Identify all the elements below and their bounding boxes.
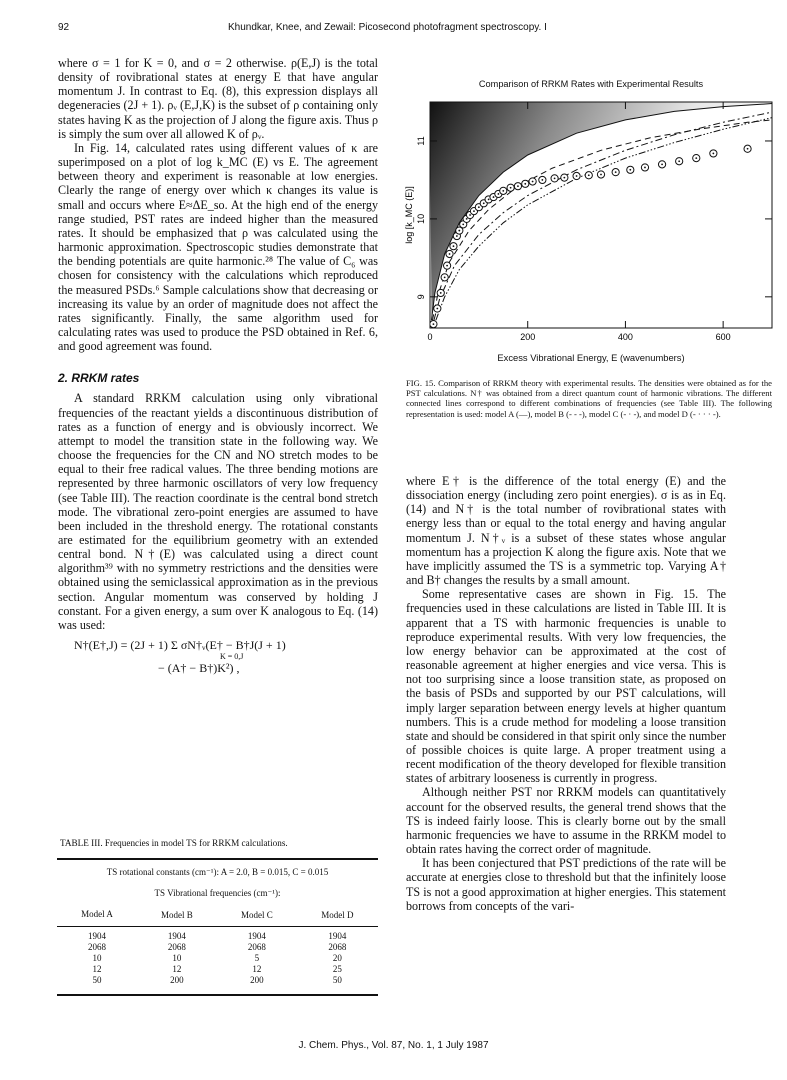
data-point-dot [478,206,480,208]
data-point-dot [541,179,543,181]
data-point [676,158,683,165]
table-row [57,953,378,964]
table-title: TABLE III. Frequencies in model TS for RRKM calculations. [60,838,288,848]
data-point [710,150,717,157]
table-cell: 50 [332,975,342,985]
equation-line: − (A† − B†)K²) , [158,661,240,676]
data-point-dot [473,210,475,212]
data-point-dot [449,253,451,255]
column-header: Model A [81,909,113,919]
data-point-dot [629,169,631,171]
data-point-dot [453,245,455,247]
paragraph: where E† is the difference of the total energy (E) and the dissociation energy (including zero point energies). σ is as in Eq. (14) and N† is the total number of rovibrational states with energy less than or equal to the total energy and having angular momentum J. N†ᵥ is a subset of these states whose angular momentum has a projection K along the figure axis. Note that we have implicitly assumed the TS is a symmetric top. Varying A† and B† changes the results by a small amount. [406,474,726,588]
data-point [561,174,568,181]
data-point-dot [588,174,590,176]
data-point-dot [563,177,565,179]
data-point [437,289,444,296]
y-tick-label: 9 [416,294,426,300]
x-tick-label: 0 [427,332,433,342]
data-point-dot [661,163,663,165]
data-point-dot [600,174,602,176]
right-column [406,474,726,913]
paragraph: A standard RRKM calculation using only vibrational frequencies of the reactant yields a discontinuous distribution of rates as a function of energy and is obviously incorrect. We attempt to model the transition state in the following way. We choose the frequencies for the CN and NO stretch modes to be equal to their free radical values. The three bending motions are represented by three harmonic oscillators of very low frequency (see Table III). The reaction coordinate is the central bond stretch mode. The vibrational zero-point energies are assumed to have been included in the threshold energy. The rotational constants are estimated for the equilibrium geometry with an extended central bond. N†(E) was calculated using a direct count algorithm³⁹ with no symmetry restrictions and the densities were obtained using the semiclassical approximation as in the previous section. Angular momentum was conserved by holding J constant. For a given energy, a sum over K analogous to Eq. (14) was used: [58,391,378,632]
table-rot-constants: TS rotational constants (cm⁻¹): A = 2.0, B = 0.015, C = 0.015 [106,867,329,877]
column-header: Model C [240,910,273,920]
table-cell: 20 [332,953,342,963]
table-header-row [57,905,378,927]
column-header: Model B [161,910,193,920]
left-column [58,56,378,675]
data-point-dot [488,199,490,201]
table-iii [57,858,378,996]
table-cell: 25 [332,964,342,974]
equation-line: N†(E†,J) = (2J + 1) Σ σN†ᵥ(E† − B†J(J + 1) [74,638,286,653]
data-point-dot [433,323,435,325]
data-point [507,184,514,191]
data-point-dot [510,187,512,189]
page-number: 92 [58,22,70,33]
data-point [641,164,648,171]
equation-subscript: K = 0,J [220,652,244,662]
data-point-dot [444,276,446,278]
data-point-dot [466,218,468,220]
x-tick-label: 200 [520,332,536,342]
table-cell: 12 [172,964,182,974]
data-point-dot [483,202,485,204]
data-point [539,176,546,183]
data-point-dot [462,223,464,225]
table-row [57,942,378,953]
table-cell: 10 [172,953,182,963]
footer-citation: J. Chem. Phys., Vol. 87, No. 1, 1 July 1987 [298,1040,489,1051]
data-point [514,183,521,190]
table-cell: 2068 [247,942,266,952]
table-row [57,964,378,975]
table-cell: 1904 [167,931,186,941]
data-point-dot [458,230,460,232]
data-point [441,274,448,281]
data-point [450,243,457,250]
x-axis-label: Excess Vibrational Energy, E (wavenumbers) [497,352,685,363]
data-point [430,321,437,328]
plot-shading [430,102,772,320]
data-point-dot [615,171,617,173]
y-tick-label: 10 [416,213,426,224]
table-cell: 5 [254,953,260,963]
data-point-dot [498,193,500,195]
data-point-dot [576,175,578,177]
section-heading: 2. RRKM rates [58,371,140,386]
data-point [434,305,441,312]
table-cell: 2068 [87,942,106,952]
paragraph: Some representative cases are shown in Fig. 15. The frequencies used in these calculations are listed in Table III. It is apparent that a TS with harmonic frequencies is unable to reproduce experimental results. With very low frequencies, the low energy behavior can be approximated at the cost of reasonable agreement at higher energies and vice versa. This is not too surprising since a loose transition state, as proposed on the basis of PSDs and supported by our PST calculations, will imply larger separation between energy levels at higher quantum numbers. This is a crude method for modeling a loose transition state and should be considered in that spirit only since the number of possible choices is quite large. A proper treatment using a recent modification of the theory developed for flexible transition states of arbitrary looseness is currently in progress. [406,587,726,786]
data-point [551,175,558,182]
data-point-dot [517,185,519,187]
data-point [522,180,529,187]
data-point [585,172,592,179]
data-point [573,172,580,179]
data-point [444,262,451,269]
data-point [658,161,665,168]
table-vib-heading: TS Vibrational frequencies (cm⁻¹): [154,888,281,898]
paragraph: It has been conjectured that PST predictions of the rate will be accurate at energies close to threshold but that the infinitely loose TS is not a good approximation at higher energies. This statement borrows from concepts of the vari- [406,856,726,913]
data-point-dot [644,167,646,169]
data-point [446,250,453,257]
table-cell: 1904 [247,931,266,941]
data-point-dot [524,183,526,185]
table-cell: 12 [252,964,262,974]
running-title: Khundkar, Knee, and Zewail: Picosecond photofragment spectroscopy. I [228,22,547,33]
data-point-dot [712,153,714,155]
paragraph: Although neither PST nor RRKM models can quantitatively account for the observed results, the general trend shows that the TS is indeed fairly loose. This is clearly borne out by the small harmonic frequencies we have to assume in the RRKM model to obtain rates having the correct order of magnitude. [406,785,726,857]
data-point [612,169,619,176]
paragraph: where σ = 1 for K = 0, and σ = 2 otherwise. ρ(E,J) is the total density of rovibrational states at energy E that have angular momentum J. In contrast to Eq. (8), this expression displays all degeneracies (2J + 1). ρᵥ (E,J,K) is the subset of ρ containing only states having K as the projection of J along the figure axis. Thus ρ is simply the sum over all allowed K of ρᵥ. [58,56,378,141]
figure-title: Comparison of RRKM Rates with Experimental Results [478,79,704,89]
table-cell: 2068 [328,942,347,952]
table-cell: 1904 [87,931,106,941]
data-point-dot [695,157,697,159]
paragraph: In Fig. 14, calculated rates using different values of κ are superimposed on a plot of log k_MC (E) vs E. The agreement between theory and experiment is reasonable at low energies. Clearly the range of energy over which κ changes its value is small and occurs where E≈ΔE_so. At the high end of the energy range studied, PST rates are indeed higher than the measured rates. It should be emphasized that ρ was calculated using the harmonic approximation. Spectroscopic studies demonstrate that the bending potentials are quite harmonic.²⁸ The value of C₆ was chosen for consistency with the calculations which reproduced the measured PSDs.⁶ Sample calculations show that decreasing or increasing its value by an order of magnitude does not affect the rates significantly. Finally, the same algorithm used for calculating rates was used to produce the PSD obtained in Ref. 6, and good agreement was found. [58,140,378,354]
y-axis-label: log [k_MC (E)] [404,186,414,244]
x-tick-label: 600 [715,332,731,342]
data-point-dot [440,292,442,294]
data-point [627,166,634,173]
data-point-dot [469,214,471,216]
data-point-dot [436,308,438,310]
table-cell: 1904 [328,931,347,941]
data-point-dot [747,148,749,150]
y-tick-label: 11 [416,136,426,146]
data-point [597,171,604,178]
column-header: Model D [321,910,354,920]
data-point-dot [456,235,458,237]
table-cell: 2068 [167,942,186,952]
fig15-chart [402,92,780,372]
data-point-dot [502,190,504,192]
data-point-dot [446,265,448,267]
equation [58,638,378,675]
data-point [693,155,700,162]
table-cell: 12 [92,964,102,974]
table-row [57,975,378,986]
data-point-dot [493,196,495,198]
data-point-dot [678,160,680,162]
shaded-region [430,102,772,320]
table-cell: 50 [92,975,102,985]
x-tick-label: 400 [617,332,633,342]
figure-caption: FIG. 15. Comparison of RRKM theory with experimental results. The densities were obtained as for the PST calculations. N† was obtained from a direct quantum count of harmonic vibrations. The different connected lines correspond to different combinations of frequencies (see Table III). The following representation is used: model A (—), model B (- - -), model C (- · -), and model D (- · · · -). [406,378,772,419]
data-point [529,178,536,185]
data-point [500,187,507,194]
data-point-dot [554,177,556,179]
table-row [57,931,378,942]
table-cell: 200 [170,975,184,985]
data-point-dot [532,181,534,183]
table-cell: 10 [92,953,102,963]
data-point [744,145,751,152]
table-cell: 200 [250,975,264,985]
